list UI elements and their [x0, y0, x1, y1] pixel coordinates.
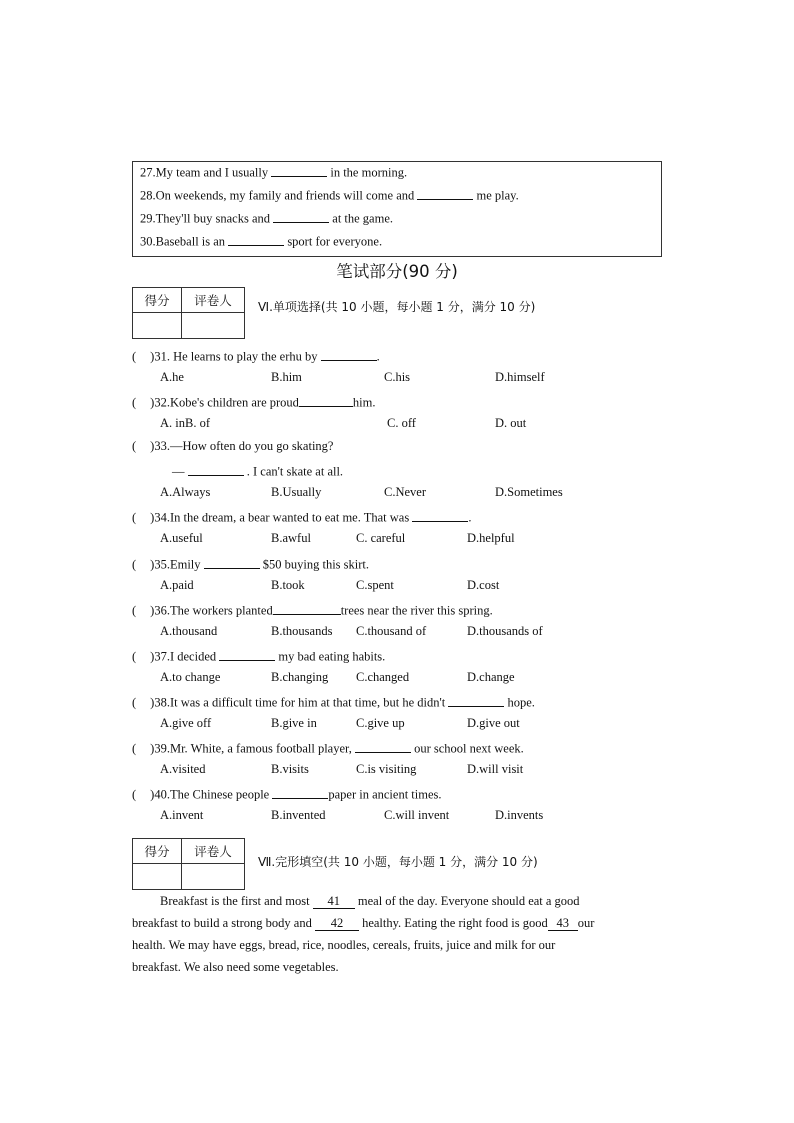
blank-41[interactable]: 41 [313, 895, 355, 909]
option-40-c[interactable]: C.will invent [384, 808, 450, 822]
option-40-a[interactable]: A.invent [160, 808, 204, 822]
option-38-b[interactable]: B.give in [271, 716, 317, 730]
question-30-text: 30.Baseball is an [140, 234, 229, 249]
answer-bracket[interactable]: ( [132, 557, 137, 572]
blank-33[interactable] [188, 462, 244, 476]
option-36-d[interactable]: D.thousands of [467, 624, 543, 638]
option-34-d[interactable]: D.helpful [467, 531, 515, 545]
question-40-tail: paper in ancient times. [328, 787, 442, 802]
answer-bracket[interactable]: ( [132, 741, 137, 756]
question-34-tail: . [468, 510, 472, 525]
reply-tail: . I can't skate at all. [243, 464, 344, 479]
option-31-a[interactable]: A.he [160, 370, 184, 384]
passage-text: Breakfast is the first and most [160, 894, 313, 908]
question-29-tail: at the game. [329, 211, 394, 226]
blank-39[interactable] [355, 739, 411, 753]
score-table-6 [132, 287, 245, 339]
blank-32[interactable] [299, 393, 353, 407]
reply-dash: — [172, 464, 188, 479]
option-38-a[interactable]: A.give off [160, 716, 212, 730]
grader-cell[interactable] [182, 313, 245, 339]
score-label: 得分 [133, 839, 182, 864]
question-31 [132, 347, 380, 365]
option-31-c[interactable]: C.his [384, 370, 411, 384]
option-39-c[interactable]: C.is visiting [356, 762, 417, 776]
option-40-d[interactable]: D.invents [495, 808, 544, 822]
passage-text: healthy. Eating the right food is good [358, 916, 548, 930]
option-38-c[interactable]: C.give up [356, 716, 405, 730]
blank-40[interactable] [272, 785, 328, 799]
question-31-stem: )31. He learns to play the erhu by [150, 349, 321, 364]
question-30 [140, 232, 382, 250]
question-38-tail: hope. [504, 695, 535, 710]
question-35-tail: $50 buying this skirt. [259, 557, 370, 572]
question-31-tail: . [376, 349, 380, 364]
question-38-stem: )38.It was a difficult time for him at that time, but he didn't [150, 695, 449, 710]
option-32-ab[interactable]: A. inB. of [160, 416, 210, 430]
option-36-a[interactable]: A.thousand [160, 624, 218, 638]
option-33-c[interactable]: C.Never [384, 485, 426, 499]
answer-bracket[interactable]: ( [132, 603, 137, 618]
question-28-text: 28.On weekends, my family and friends will come and [140, 188, 418, 203]
score-cell[interactable] [133, 864, 182, 890]
passage-line-4: breakfast. We also need some vegetables. [132, 960, 339, 974]
blank-35[interactable] [204, 555, 260, 569]
passage-text: our [577, 916, 595, 930]
option-35-a[interactable]: A.paid [160, 578, 194, 592]
question-27-text: 27.My team and I usually [140, 165, 272, 180]
section-7-heading: Ⅶ.完形填空(共 10 小题，每小题 1 分，满分 10 分) [258, 855, 538, 869]
option-38-d[interactable]: D.give out [467, 716, 520, 730]
option-36-c[interactable]: C.thousand of [356, 624, 427, 638]
option-31-d[interactable]: D.himself [495, 370, 545, 384]
grader-label: 评卷人 [182, 288, 245, 313]
question-36-tail: trees near the river this spring. [340, 603, 493, 618]
passage-line-1 [160, 894, 580, 909]
question-39-stem: )39.Mr. White, a famous football player, [150, 741, 355, 756]
question-33-reply [172, 462, 343, 480]
question-32 [132, 393, 375, 411]
question-27 [140, 163, 407, 181]
blank-34[interactable] [412, 508, 468, 522]
blank-42[interactable]: 42 [315, 917, 359, 931]
option-32-d[interactable]: D. out [495, 416, 527, 430]
option-33-a[interactable]: A.Always [160, 485, 211, 499]
score-cell[interactable] [133, 313, 182, 339]
question-27-tail: in the morning. [327, 165, 408, 180]
question-40 [132, 785, 442, 803]
option-37-a[interactable]: A.to change [160, 670, 221, 684]
question-39-tail: our school next week. [410, 741, 524, 756]
answer-bracket[interactable]: ( [132, 695, 137, 710]
passage-text: breakfast to build a strong body and [132, 916, 315, 930]
question-40-stem: )40.The Chinese people [150, 787, 273, 802]
written-section-title: 笔试部分(90 分) [336, 262, 458, 281]
question-33 [132, 439, 333, 454]
question-34 [132, 508, 471, 526]
question-35-stem: )35.Emily [150, 557, 204, 572]
question-36 [132, 601, 493, 619]
question-28 [140, 186, 519, 204]
blank-43[interactable]: 43 [548, 917, 578, 931]
option-34-b[interactable]: B.awful [271, 531, 311, 545]
question-33-stem: )33.—How often do you go skating? [150, 439, 334, 453]
option-39-b[interactable]: B.visits [271, 762, 309, 776]
question-37-stem: )37.I decided [150, 649, 220, 664]
word-box [132, 161, 662, 257]
passage-line-2 [132, 916, 594, 931]
passage-line-3: health. We may have eggs, bread, rice, noodles, cereals, fruits, juice and milk for our [132, 938, 556, 952]
question-32-stem: )32.Kobe's children are proud [150, 395, 299, 410]
option-34-a[interactable]: A.useful [160, 531, 203, 545]
answer-bracket[interactable]: ( [132, 349, 137, 364]
question-34-stem: )34.In the dream, a bear wanted to eat me. That was [150, 510, 413, 525]
answer-bracket[interactable]: ( [132, 439, 137, 453]
question-37-tail: my bad eating habits. [275, 649, 386, 664]
option-39-d[interactable]: D.will visit [467, 762, 524, 776]
option-32-c[interactable]: C. off [387, 416, 416, 430]
grader-cell[interactable] [182, 864, 245, 890]
option-31-b[interactable]: B.him [271, 370, 302, 384]
question-29-text: 29.They'll buy snacks and [140, 211, 274, 226]
passage-text: meal of the day. Everyone should eat a good [354, 894, 580, 908]
option-39-a[interactable]: A.visited [160, 762, 206, 776]
question-30-tail: sport for everyone. [284, 234, 383, 249]
option-35-d[interactable]: D.cost [467, 578, 500, 592]
blank-28[interactable] [417, 186, 473, 200]
answer-bracket[interactable]: ( [132, 787, 137, 802]
option-40-b[interactable]: B.invented [271, 808, 326, 822]
answer-bracket[interactable]: ( [132, 395, 137, 410]
blank-36[interactable] [273, 601, 341, 615]
question-28-tail: me play. [473, 188, 519, 203]
option-35-b[interactable]: B.took [271, 578, 305, 592]
question-37 [132, 647, 385, 665]
option-37-c[interactable]: C.changed [356, 670, 410, 684]
answer-bracket[interactable]: ( [132, 649, 137, 664]
blank-27[interactable] [271, 163, 327, 177]
question-38 [132, 693, 535, 711]
question-36-stem: )36.The workers planted [150, 603, 273, 618]
option-33-b[interactable]: B.Usually [271, 485, 322, 499]
blank-29[interactable] [273, 209, 329, 223]
blank-38[interactable] [448, 693, 504, 707]
option-37-b[interactable]: B.changing [271, 670, 329, 684]
score-label: 得分 [133, 288, 182, 313]
blank-30[interactable] [228, 232, 284, 246]
grader-label: 评卷人 [182, 839, 245, 864]
option-36-b[interactable]: B.thousands [271, 624, 333, 638]
answer-bracket[interactable]: ( [132, 510, 137, 525]
question-32-tail: him. [352, 395, 376, 410]
blank-31[interactable] [321, 347, 377, 361]
option-35-c[interactable]: C.spent [356, 578, 394, 592]
option-33-d[interactable]: D.Sometimes [495, 485, 563, 499]
question-29 [140, 209, 393, 227]
question-39 [132, 739, 524, 757]
blank-37[interactable] [219, 647, 275, 661]
section-6-heading: Ⅵ.单项选择(共 10 小题，每小题 1 分，满分 10 分) [258, 300, 536, 314]
question-35 [132, 555, 369, 573]
score-table-7 [132, 838, 245, 890]
option-37-d[interactable]: D.change [467, 670, 515, 684]
option-34-c[interactable]: C. careful [356, 531, 406, 545]
